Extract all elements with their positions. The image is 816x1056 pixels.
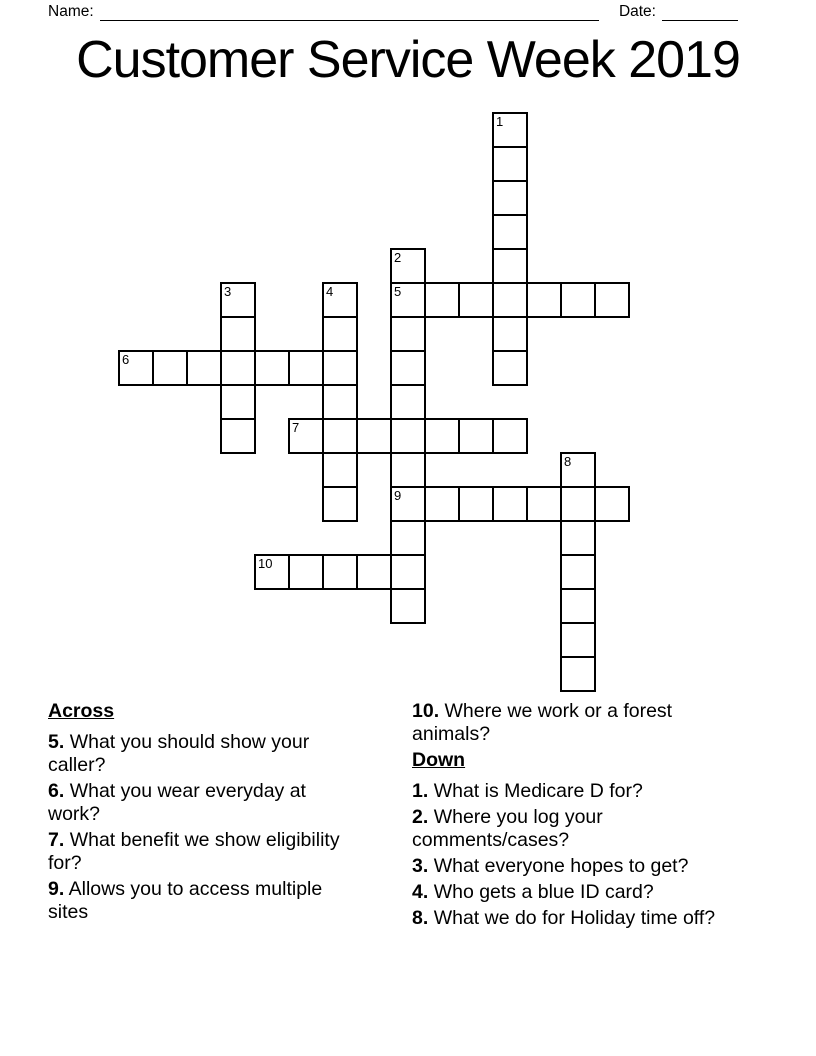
crossword-cell bbox=[560, 452, 596, 488]
crossword-cell bbox=[560, 656, 596, 692]
crossword-cell bbox=[492, 282, 528, 318]
crossword-cell bbox=[390, 554, 426, 590]
crossword-cell bbox=[492, 214, 528, 250]
crossword-cell bbox=[424, 418, 460, 454]
crossword-cell bbox=[390, 384, 426, 420]
crossword-cell bbox=[390, 520, 426, 556]
cell-number: 7 bbox=[292, 420, 300, 435]
crossword-cell bbox=[390, 350, 426, 386]
clue-number: 3. bbox=[412, 855, 429, 877]
clue-number: 10. bbox=[412, 700, 440, 722]
crossword-cell bbox=[458, 418, 494, 454]
clue-text: Where you log your comments/cases? bbox=[412, 806, 603, 851]
clue-text: Where we work or a forest animals? bbox=[412, 700, 673, 745]
down-clues-column bbox=[412, 700, 730, 933]
clue-item bbox=[48, 780, 340, 826]
clue-number: 6. bbox=[48, 780, 65, 802]
crossword-cell bbox=[322, 418, 358, 454]
cell-number: 4 bbox=[326, 284, 334, 299]
crossword-cell bbox=[220, 384, 256, 420]
crossword-cell bbox=[594, 282, 630, 318]
crossword-cell bbox=[492, 486, 528, 522]
crossword-cell bbox=[220, 350, 256, 386]
crossword-cell bbox=[526, 282, 562, 318]
cell-number: 5 bbox=[394, 284, 402, 299]
clue-item bbox=[48, 829, 340, 875]
crossword-cell bbox=[254, 350, 290, 386]
crossword-cell bbox=[322, 316, 358, 352]
name-label: Name: bbox=[48, 3, 94, 20]
clue-item bbox=[48, 878, 340, 924]
crossword-grid bbox=[118, 112, 630, 692]
cell-number: 8 bbox=[564, 454, 572, 469]
clue-number: 9. bbox=[48, 878, 65, 900]
crossword-cell bbox=[356, 554, 392, 590]
clue-text: Allows you to access multiple sites bbox=[48, 878, 323, 923]
crossword-cell bbox=[560, 486, 596, 522]
crossword-cell bbox=[560, 554, 596, 590]
crossword-cell bbox=[492, 146, 528, 182]
crossword-cell bbox=[594, 486, 630, 522]
crossword-cell bbox=[322, 282, 358, 318]
crossword-cell bbox=[356, 418, 392, 454]
clue-number: 7. bbox=[48, 829, 65, 851]
crossword-cell bbox=[254, 554, 290, 590]
crossword-cell bbox=[560, 622, 596, 658]
clue-text: What everyone hopes to get? bbox=[433, 855, 689, 877]
crossword-cell bbox=[492, 316, 528, 352]
cell-number: 2 bbox=[394, 250, 402, 265]
crossword-cell bbox=[152, 350, 188, 386]
clue-item bbox=[412, 806, 730, 852]
name-date-row bbox=[48, 2, 738, 21]
clue-number: 8. bbox=[412, 907, 429, 929]
crossword-cell bbox=[560, 282, 596, 318]
crossword-cell bbox=[560, 520, 596, 556]
crossword-cell bbox=[322, 554, 358, 590]
date-blank-line bbox=[662, 3, 738, 21]
crossword-cell bbox=[390, 316, 426, 352]
cell-number: 1 bbox=[496, 114, 504, 129]
clue-item bbox=[412, 700, 730, 746]
crossword-cell bbox=[390, 588, 426, 624]
clue-item bbox=[412, 907, 730, 930]
crossword-cell bbox=[526, 486, 562, 522]
crossword-cell bbox=[492, 248, 528, 284]
crossword-cell bbox=[220, 282, 256, 318]
cell-number: 9 bbox=[394, 488, 402, 503]
clue-number: 1. bbox=[412, 780, 429, 802]
crossword-cell bbox=[322, 350, 358, 386]
across-clues-column bbox=[48, 700, 340, 927]
clue-item bbox=[48, 731, 340, 777]
crossword-cell bbox=[458, 282, 494, 318]
crossword-cell bbox=[390, 282, 426, 318]
crossword-cell bbox=[492, 418, 528, 454]
crossword-cell bbox=[288, 554, 324, 590]
cell-number: 3 bbox=[224, 284, 232, 299]
crossword-cell bbox=[424, 282, 460, 318]
across-clues-list-left bbox=[48, 731, 340, 924]
crossword-cell bbox=[492, 180, 528, 216]
crossword-cell bbox=[492, 112, 528, 148]
clue-item bbox=[412, 881, 730, 904]
page-title: Customer Service Week 2019 bbox=[76, 31, 740, 89]
down-heading: Down bbox=[412, 749, 466, 771]
cell-number: 10 bbox=[258, 556, 273, 571]
across-heading: Across bbox=[48, 700, 115, 722]
crossword-cell bbox=[560, 588, 596, 624]
crossword-cell bbox=[390, 248, 426, 284]
across-clues-list-right bbox=[412, 700, 730, 746]
clue-text: What is Medicare D for? bbox=[433, 780, 643, 802]
crossword-cell bbox=[220, 418, 256, 454]
name-blank-line bbox=[100, 3, 599, 21]
clue-text: What benefit we show eligibility for? bbox=[48, 829, 340, 874]
clue-item bbox=[412, 780, 730, 803]
crossword-cell bbox=[288, 350, 324, 386]
crossword-cell bbox=[322, 486, 358, 522]
clue-text: What we do for Holiday time off? bbox=[433, 907, 716, 929]
crossword-cell bbox=[390, 486, 426, 522]
crossword-cell bbox=[424, 486, 460, 522]
date-label: Date: bbox=[618, 3, 656, 20]
clue-number: 2. bbox=[412, 806, 429, 828]
clue-item bbox=[412, 855, 730, 878]
crossword-cell bbox=[458, 486, 494, 522]
cell-number: 6 bbox=[122, 352, 130, 367]
clue-number: 4. bbox=[412, 881, 429, 903]
crossword-cell bbox=[322, 452, 358, 488]
down-clues-list bbox=[412, 780, 730, 930]
crossword-cell bbox=[288, 418, 324, 454]
clue-text: What you wear everyday at work? bbox=[48, 780, 306, 825]
crossword-cell bbox=[492, 350, 528, 386]
crossword-cell bbox=[118, 350, 154, 386]
crossword-cell bbox=[186, 350, 222, 386]
clue-number: 5. bbox=[48, 731, 65, 753]
crossword-cell bbox=[322, 384, 358, 420]
crossword-cell bbox=[390, 452, 426, 488]
clue-text: Who gets a blue ID card? bbox=[433, 881, 654, 903]
crossword-cell bbox=[390, 418, 426, 454]
crossword-cell bbox=[220, 316, 256, 352]
clue-text: What you should show your caller? bbox=[48, 731, 310, 776]
